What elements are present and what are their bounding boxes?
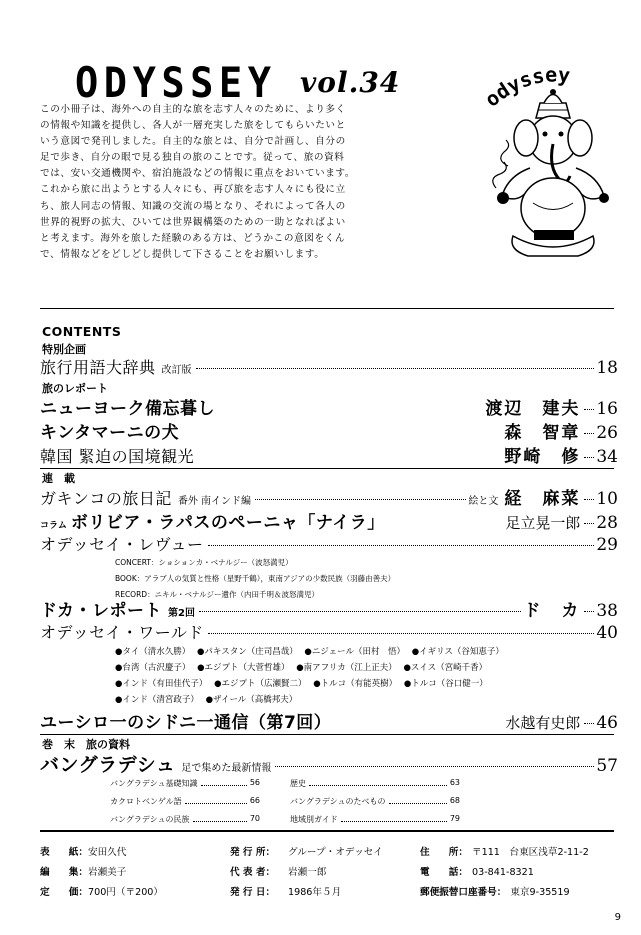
entry-title: 旅行用語大辞典: [40, 358, 156, 377]
dot-leader: [255, 499, 466, 500]
sub-page: 63: [449, 778, 460, 787]
intro-line: で、情報などをどしどし提供して下さることをお願いします。: [40, 248, 325, 260]
entry-title: オデッセイ・レヴュー: [40, 535, 204, 554]
world-item: ●タイ（清水久勝）: [115, 647, 191, 657]
logo-text: odyssey: [480, 62, 572, 112]
dot-leader: [193, 811, 247, 822]
dot-leader: [341, 811, 447, 822]
colophon-key: 郵便振替口座番号：: [420, 887, 507, 898]
toc-entry-newyork[interactable]: [40, 394, 618, 418]
sub-title: バングラデシュのたべもの: [290, 797, 386, 806]
colophon-key: 代 表 者：: [230, 867, 276, 878]
dot-leader: [584, 611, 594, 612]
intro-line: では、安い交通機関や、宿泊施設などの情報に重点をおいています。: [40, 168, 356, 180]
volume-number: vol.34: [300, 66, 401, 99]
dot-leader: [584, 457, 594, 458]
divider: [40, 308, 614, 309]
dot-leader: [208, 545, 595, 546]
colophon-value: グループ・オデッセイ: [288, 847, 383, 858]
world-item: ●トルコ（有能英樹）: [313, 679, 398, 689]
page-ref: 16: [596, 399, 618, 419]
toc-entry-korea[interactable]: [40, 442, 618, 466]
dot-leader: [389, 793, 447, 804]
world-row: [115, 661, 635, 673]
entry-title: ドカ・レポート: [40, 601, 162, 621]
entry-title: ボリビア・ラパスのペーニャ「ナイラ」: [70, 513, 385, 533]
bangla-sub-row: [110, 796, 460, 807]
colophon-key: 編 集：: [40, 867, 88, 878]
toc-entry-dictionary[interactable]: [40, 355, 618, 379]
entry-title: キンタマーニの犬: [40, 423, 180, 443]
page-ref: 29: [596, 535, 618, 555]
entry-title: バングラデシュ: [40, 754, 176, 776]
entry-subtitle: 改訂版: [161, 365, 192, 376]
colophon-key: 電 話：: [420, 867, 468, 878]
review-concert: CONCERT：ショションカ・ベナルジー（波怒満児）: [115, 558, 293, 567]
world-item: ●スイス（宮崎千香）: [403, 663, 488, 673]
colophon-key: 発 行 日：: [230, 887, 276, 898]
toc-entry-bangladesh[interactable]: [40, 750, 618, 774]
colophon-value: 700円（〒200）: [88, 887, 163, 898]
colophon-publisher: [230, 844, 383, 898]
colophon-contact: [420, 844, 589, 898]
world-item: ●エジプト（大菅哲雄）: [197, 663, 290, 673]
sub-title: カクロトベンゲル語: [110, 797, 182, 806]
world-item: ●エジプト（広瀬賢二）: [214, 679, 307, 689]
world-item: ●トルコ（谷口健一）: [403, 679, 488, 689]
world-row: [115, 677, 635, 689]
intro-line: 世界的視野の拡大、ひいては世界観構築のための一助となればよい: [40, 216, 346, 228]
intro-line: の情報や知識を提供し、各人が一層充実した旅をしてもらいたいと: [40, 120, 346, 132]
entry-author: 経 麻菜: [504, 489, 581, 509]
page-ref: 28: [596, 513, 618, 533]
page-ref: 46: [596, 713, 618, 733]
column-label: コラム: [40, 521, 67, 531]
colophon-value: 安田久代: [88, 847, 127, 858]
sub-page: 66: [249, 796, 260, 805]
section-appendix: 巻 末 旅の資料: [42, 738, 130, 751]
colophon-value: 1986年５月: [288, 887, 342, 898]
entry-author: 水越有史郎: [505, 714, 581, 732]
entry-author: 渡辺 建夫: [485, 399, 581, 419]
page-ref: 38: [596, 601, 618, 621]
entry-title: ガキンコの旅日記: [40, 489, 172, 508]
section-serial: 連 載: [42, 472, 75, 485]
dot-leader: [309, 775, 447, 786]
page-ref: 34: [596, 447, 618, 467]
toc-entry-bolivia[interactable]: [40, 508, 618, 532]
colophon-key: 定 価：: [40, 887, 88, 898]
entry-title: ニューヨーク備忘暮し: [40, 399, 215, 419]
dot-leader: [584, 523, 594, 524]
entry-subtitle: 番外 南インド編: [177, 496, 252, 507]
sub-page: 56: [249, 778, 260, 787]
entry-author: 森 智章: [504, 423, 581, 443]
dot-leader: [584, 499, 594, 500]
intro-paragraph: [40, 102, 480, 263]
sub-page: 70: [249, 814, 260, 823]
colophon-value: 〒111 台東区浅草2-11-2: [472, 847, 589, 858]
divider: [40, 734, 614, 735]
divider: [40, 830, 614, 832]
author-prefix: 絵と文: [468, 496, 499, 507]
world-row: [115, 645, 635, 657]
bangla-sub-row: [110, 814, 460, 825]
review-book: BOOK：アラブ人の気質と性格（星野千鶴），東南アジアの少数民族（羽藤由善夫）: [115, 574, 396, 583]
colophon-value: 岩瀬美子: [88, 867, 127, 878]
entry-title: オデッセイ・ワールド: [40, 623, 204, 642]
dot-leader: [201, 775, 247, 786]
magazine-title: ODYSSEY: [75, 58, 277, 107]
dot-leader: [584, 409, 594, 410]
dot-leader: [275, 766, 594, 767]
entry-author: 野崎 修: [504, 447, 581, 467]
intro-line: いう意図で発刊しました。自主的な旅とは、自分で計画し、自分の: [40, 136, 346, 148]
colophon-staff: [40, 844, 163, 898]
dot-leader: [199, 611, 521, 612]
world-item: ●パキスタン（庄司昌哉）: [196, 647, 298, 657]
intro-line: 足で歩き、自分の眼で見る独自の旅のことです。従って、旅の資料: [40, 152, 345, 164]
dot-leader: [584, 723, 594, 724]
intro-line: この小冊子は、海外への自主的な旅を志す人々のために、より多く: [40, 104, 346, 115]
colophon-key: 住 所：: [420, 847, 468, 858]
entry-author: ド カ: [523, 601, 581, 621]
sub-title: バングラデシュの民族: [110, 815, 190, 824]
entry-subtitle: 足で集めた最新情報: [181, 763, 272, 774]
page-number: 9: [614, 912, 621, 923]
colophon-value: 岩瀬一郎: [288, 867, 327, 878]
sub-page: 68: [449, 796, 460, 805]
sub-title: バングラデシュ基礎知識: [110, 779, 198, 788]
section-special: 特別企画: [42, 343, 86, 356]
page-ref: 10: [596, 489, 618, 509]
world-item: ●ザイール（高橋邦夫）: [205, 695, 298, 705]
page-ref: 57: [596, 756, 618, 776]
page-ref: 18: [596, 358, 618, 378]
contents-heading: CONTENTS: [42, 324, 122, 339]
section-report: 旅のレポート: [42, 382, 108, 395]
world-item: ●インド（有田佳代子）: [115, 679, 208, 689]
intro-line: ち、旅人同志の情報、知識の交流の場となり、それによって各人の: [40, 200, 346, 212]
dot-leader: [208, 633, 594, 634]
sub-title: 歴史: [290, 779, 306, 788]
bangla-sub-row: [110, 778, 460, 789]
world-item: ●イギリス（谷知恵子）: [411, 647, 504, 657]
colophon-key: 発 行 所：: [230, 847, 276, 858]
dot-leader: [584, 433, 594, 434]
world-item: ●台湾（古沢慶子）: [115, 663, 191, 673]
page-ref: 40: [596, 623, 618, 643]
toc-entry-kintamani[interactable]: [40, 418, 618, 442]
page-ref: 26: [596, 423, 618, 443]
intro-line: と考えます。海外を旅した経験のある方は、どうかこの意図をくん: [40, 232, 346, 244]
toc-entry-sydney[interactable]: [40, 708, 618, 732]
entry-title: 韓国 緊迫の国境観光: [40, 447, 195, 466]
sub-title: 地域別ガイド: [290, 815, 338, 824]
sub-page: 79: [449, 814, 460, 823]
world-item: ●インド（清宮政子）: [115, 695, 199, 705]
colophon-value: 03-841-8321: [472, 867, 534, 878]
colophon-key: 表 紙：: [40, 847, 88, 858]
world-row: [115, 693, 635, 705]
dot-leader: [196, 368, 595, 369]
toc-entry-world[interactable]: [40, 620, 618, 644]
world-item: ●ニジェール（田村 悟）: [304, 647, 405, 657]
review-record: RECORD：ニキル・ベナルジー遺作（内田千明＆波怒満児）: [115, 590, 319, 599]
toc-entry-doka[interactable]: [40, 596, 618, 620]
entry-title: ユーシロ一のシドニ一通信（第7回）: [40, 713, 332, 733]
divider: [40, 468, 614, 469]
entry-author: 足立晃一郎: [505, 514, 581, 532]
entry-subtitle: 第2回: [168, 608, 195, 619]
toc-entry-gakinko[interactable]: [40, 484, 618, 508]
colophon-value: 東京9-35519: [510, 887, 570, 898]
toc-entry-review[interactable]: [40, 532, 618, 556]
intro-line: これから旅に出ようとする人々にも、再び旅を志す人々にも役に立: [40, 184, 346, 196]
dot-leader: [185, 793, 247, 804]
ganesha-logo: [478, 58, 628, 278]
world-item: ●南アフリカ（江上正夫）: [296, 663, 397, 673]
